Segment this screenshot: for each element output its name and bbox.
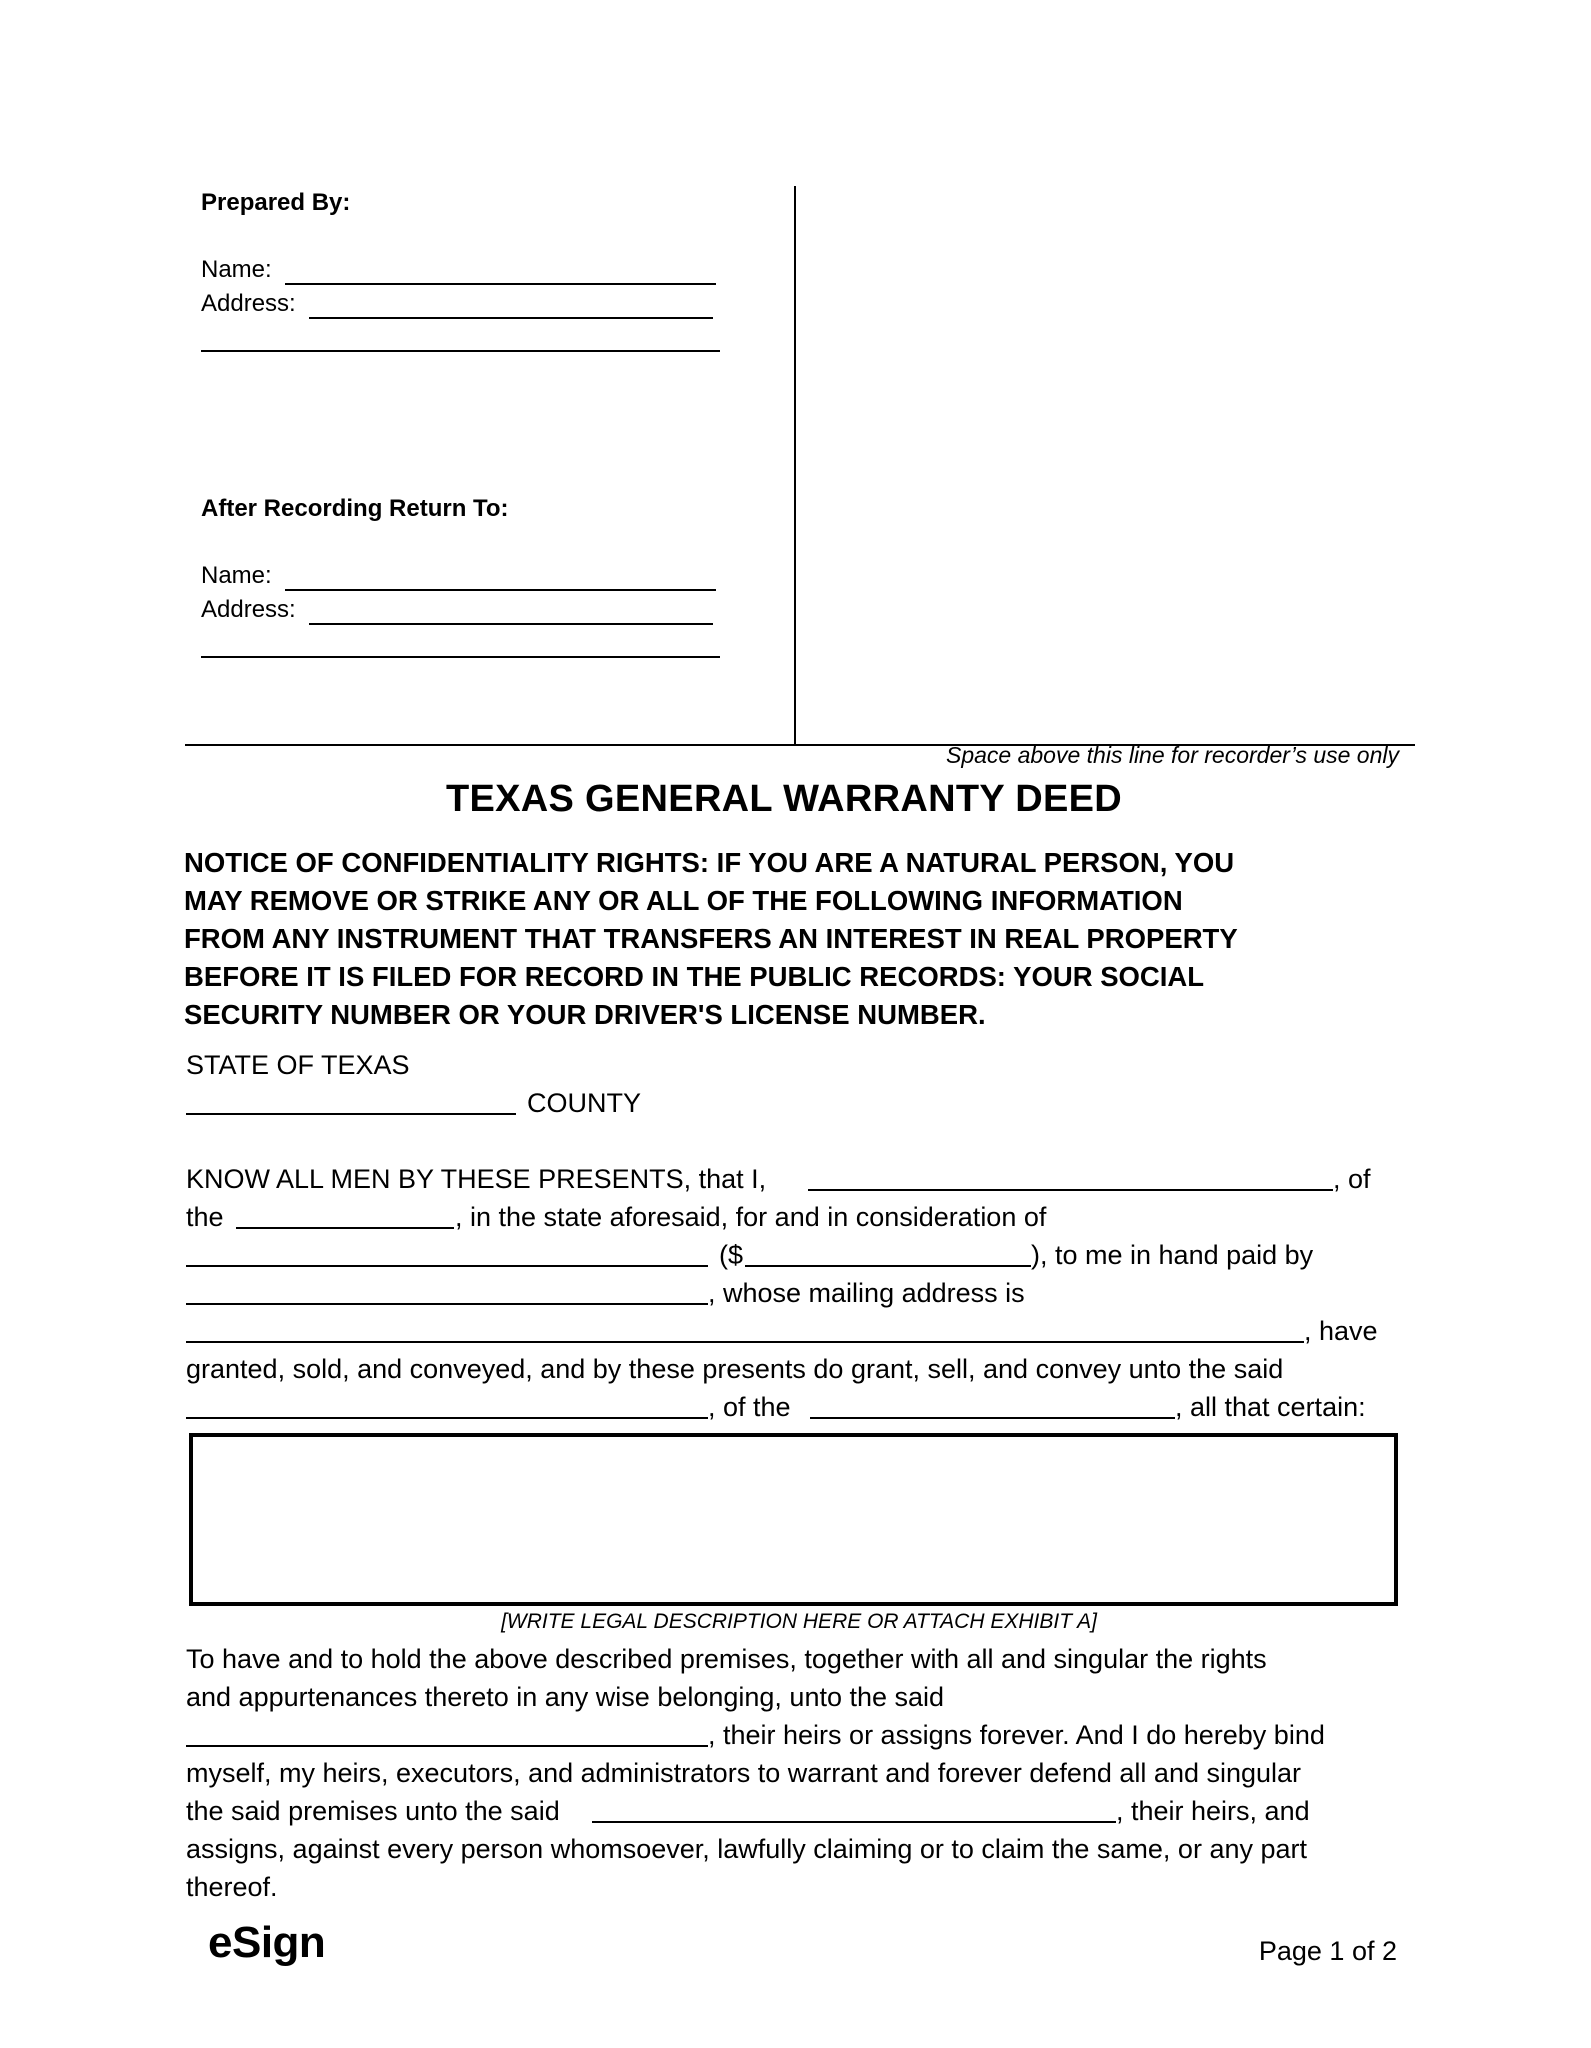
grantor-county-field[interactable] xyxy=(236,1227,454,1229)
grantee-name-3-field[interactable] xyxy=(186,1745,708,1747)
state-label: STATE OF TEXAS xyxy=(186,1050,410,1080)
habendum-l5-prefix: the said premises unto the said xyxy=(186,1796,560,1826)
esign-logo: eSign xyxy=(208,1918,326,1967)
notice-line: MAY REMOVE OR STRIKE ANY OR ALL OF THE FOLLOWING INFORMATION xyxy=(184,885,1183,916)
habendum-l2: and appurtenances thereto in any wise belonging, unto the said xyxy=(186,1682,945,1712)
notice-line: NOTICE OF CONFIDENTIALITY RIGHTS: IF YOU ARE A NATURAL PERSON, YOU xyxy=(184,847,1235,878)
county-label: COUNTY xyxy=(527,1088,641,1118)
return-to-address-field[interactable] xyxy=(309,623,713,625)
notice-line: FROM ANY INSTRUMENT THAT TRANSFERS AN INTEREST IN REAL PROPERTY xyxy=(184,923,1238,954)
grantee-name-2-field[interactable] xyxy=(186,1417,708,1419)
document-title: TEXAS GENERAL WARRANTY DEED xyxy=(446,778,1122,820)
prepared-by-name-label: Name: xyxy=(201,256,272,283)
return-to-name-label: Name: xyxy=(201,562,272,589)
grantee-name-4-field[interactable] xyxy=(592,1821,1116,1823)
consideration-words-field[interactable] xyxy=(186,1265,708,1267)
conveyance-l2-prefix: the xyxy=(186,1202,224,1232)
prepared-by-name-field[interactable] xyxy=(285,283,716,285)
habendum-l5-suffix: , their heirs, and xyxy=(1116,1796,1310,1826)
habendum-l1: To have and to hold the above described premises, together with all and singular the rights xyxy=(186,1644,1267,1674)
consideration-amount-field[interactable] xyxy=(745,1265,1031,1267)
conveyance-l1-suffix: , of xyxy=(1333,1164,1371,1194)
conveyance-l7-mid: , of the xyxy=(708,1392,791,1422)
legal-description-caption: [WRITE LEGAL DESCRIPTION HERE OR ATTACH EXHIBIT A] xyxy=(501,1610,1097,1633)
habendum-l4: myself, my heirs, executors, and administrators to warrant and forever defend all and singular xyxy=(186,1758,1302,1788)
notice-line: BEFORE IT IS FILED FOR RECORD IN THE PUBLIC RECORDS: YOUR SOCIAL xyxy=(184,961,1205,992)
conveyance-l4-text: , whose mailing address is xyxy=(708,1278,1025,1308)
confidentiality-notice xyxy=(184,844,1238,1034)
prepared-by-address-line2-field[interactable] xyxy=(201,350,720,352)
prepared-by-address-label: Address: xyxy=(201,290,296,317)
return-to-address-line2-field[interactable] xyxy=(201,656,720,658)
grantee-county-field[interactable] xyxy=(810,1417,1175,1419)
page-number: Page 1 of 2 xyxy=(1258,1936,1397,1966)
conveyance-l1-text: KNOW ALL MEN BY THESE PRESENTS, that I, xyxy=(186,1164,767,1194)
return-to-address-label: Address: xyxy=(201,596,296,623)
habendum-l6: assigns, against every person whomsoever, lawfully claiming or to claim the same, or any part xyxy=(186,1834,1308,1864)
grantee-address-field[interactable] xyxy=(186,1341,1304,1343)
recorder-vertical-divider xyxy=(794,186,796,745)
grantor-name-field[interactable] xyxy=(808,1189,1333,1191)
open-paren: ( xyxy=(719,1240,728,1270)
prepared-by-heading: Prepared By: xyxy=(201,189,351,216)
legal-description-box[interactable] xyxy=(189,1433,1398,1606)
county-field[interactable] xyxy=(186,1113,516,1115)
conveyance-l3-text: ), to me in hand paid by xyxy=(1031,1240,1314,1270)
return-to-name-field[interactable] xyxy=(285,589,716,591)
conveyance-l6-text: granted, sold, and conveyed, and by these presents do grant, sell, and convey unto the said xyxy=(186,1354,1284,1384)
conveyance-l7-suffix: , all that certain: xyxy=(1175,1392,1366,1422)
grantee-name-field[interactable] xyxy=(186,1303,708,1305)
habendum-l3-text: , their heirs or assigns forever. And I do hereby bind xyxy=(708,1720,1325,1750)
dollar-sign: $ xyxy=(728,1240,744,1270)
conveyance-l2-text: , in the state aforesaid, for and in consideration of xyxy=(455,1202,1047,1232)
return-to-heading: After Recording Return To: xyxy=(201,495,509,522)
recorder-note: Space above this line for recorder’s use only xyxy=(945,742,1399,768)
notice-line: SECURITY NUMBER OR YOUR DRIVER'S LICENSE NUMBER. xyxy=(184,999,986,1030)
prepared-by-address-field[interactable] xyxy=(309,317,713,319)
conveyance-l5-text: , have xyxy=(1304,1316,1378,1346)
habendum-l7: thereof. xyxy=(186,1872,278,1902)
